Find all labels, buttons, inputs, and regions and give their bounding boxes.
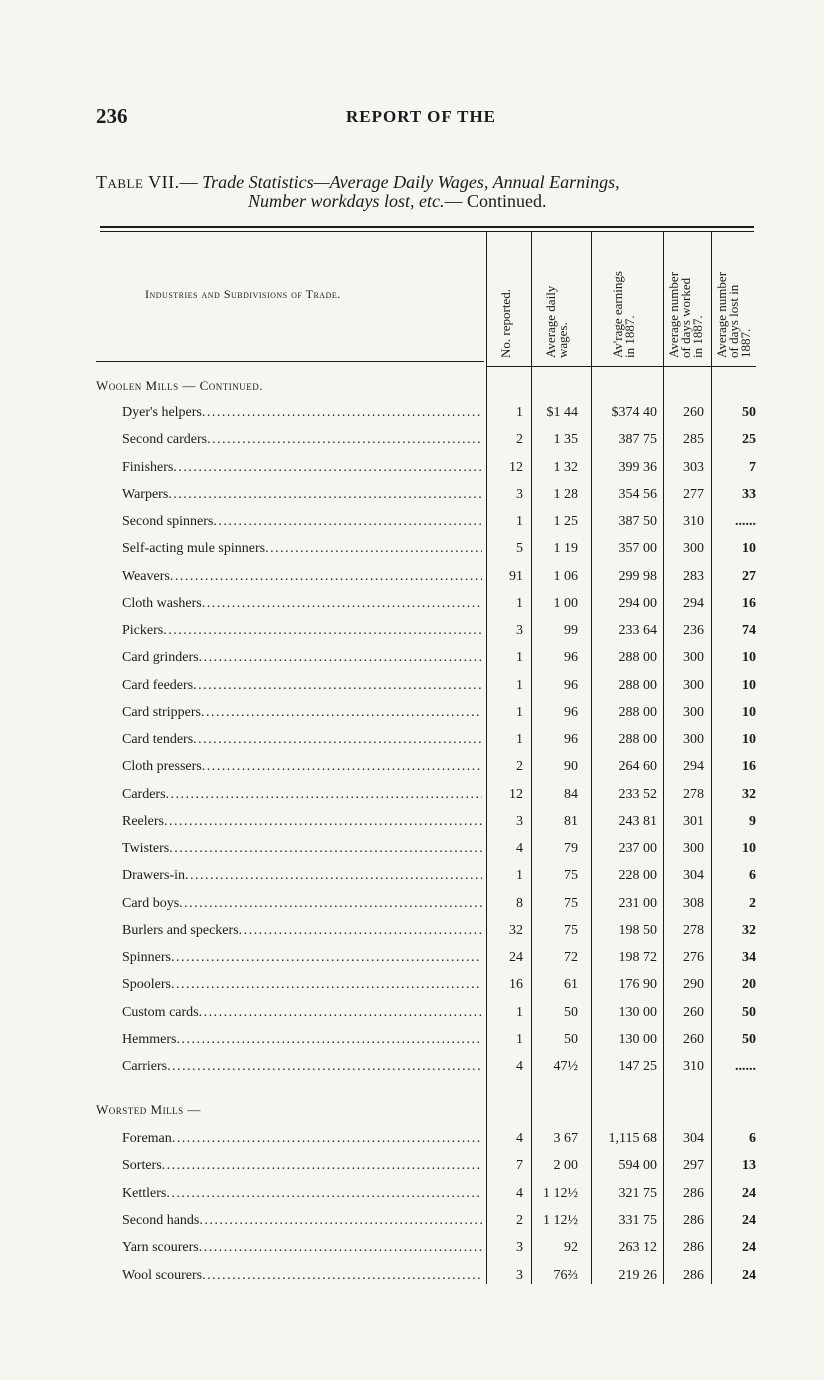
earnings-cell: 354 56 [618, 486, 657, 502]
no-reported-cell: 2 [516, 432, 523, 448]
no-reported-cell: 5 [516, 541, 523, 557]
running-head: REPORT OF THE [346, 107, 497, 126]
daily-wage-cell: 61 [564, 977, 578, 993]
trade-label [122, 432, 482, 448]
daily-wage-cell: $1 44 [546, 405, 578, 420]
days-lost-cell: ...... [735, 514, 756, 529]
earnings-cell: 357 00 [618, 541, 657, 557]
no-reported-cell: 2 [516, 759, 523, 775]
days-worked-cell: 286 [683, 1240, 704, 1256]
days-lost-cell: 27 [742, 568, 756, 584]
days-lost-cell: 50 [742, 1004, 756, 1020]
days-lost-cell: 24 [742, 1212, 756, 1228]
dot-leader [202, 596, 482, 612]
no-reported-cell: 24 [509, 950, 523, 965]
days-worked-cell: 260 [683, 1031, 704, 1047]
dot-leader [193, 732, 482, 748]
dot-leader [199, 650, 482, 666]
daily-wage-cell: 92 [564, 1240, 578, 1256]
days-lost-cell: 34 [742, 950, 756, 965]
days-worked-cell: 308 [683, 895, 704, 911]
daily-wage-cell: 75 [564, 922, 578, 938]
table-row [0, 705, 824, 732]
no-reported-cell: 1 [516, 677, 523, 693]
table-row [0, 1268, 824, 1295]
table-row [0, 487, 824, 514]
daily-wage-cell: 72 [564, 950, 578, 965]
earnings-cell: 198 50 [618, 922, 657, 938]
earnings-cell: 233 64 [618, 623, 657, 638]
table-row [0, 1005, 824, 1032]
earnings-cell: 263 12 [618, 1240, 657, 1256]
trade-name: Yarn scourers [122, 1240, 199, 1256]
trade-name: Card grinders [122, 650, 199, 666]
dot-leader [166, 1186, 482, 1202]
trade-name: Foreman [122, 1131, 172, 1146]
days-lost-cell: 13 [742, 1158, 756, 1174]
earnings-cell: 233 52 [618, 786, 657, 802]
daily-wage-cell: 1 28 [553, 486, 578, 502]
daily-wage-cell: 76⅔ [553, 1267, 578, 1283]
table-row [0, 541, 824, 568]
table-caption-line2: Number workdays lost, etc.— Continued. [248, 191, 547, 211]
days-lost-cell: 7 [749, 459, 756, 475]
top-rule-thin [100, 231, 754, 232]
table-row [0, 814, 824, 841]
daily-wage-cell: 1 25 [553, 514, 578, 529]
dot-leader [199, 1005, 482, 1021]
no-reported-cell: 12 [509, 786, 523, 802]
dot-leader [171, 950, 482, 966]
earnings-cell: 387 50 [618, 514, 657, 529]
daily-wage-cell: 1 12½ [543, 1212, 578, 1228]
no-reported-cell: 1 [516, 732, 523, 747]
days-lost-cell: 16 [742, 595, 756, 611]
table-label: Table VII. [96, 172, 180, 192]
no-reported-cell: 1 [516, 868, 523, 884]
trade-name: Card feeders [122, 677, 194, 693]
days-worked-cell: 301 [683, 813, 704, 829]
trade-name: Spoolers [122, 977, 171, 993]
days-worked-cell: 304 [683, 1131, 704, 1146]
trade-label [122, 1213, 482, 1229]
days-worked-cell: 278 [683, 922, 704, 938]
trade-label [122, 1186, 482, 1202]
earnings-cell: 264 60 [618, 759, 657, 775]
trade-label [122, 460, 482, 476]
trade-name: Sorters [122, 1158, 162, 1174]
earnings-cell: 243 81 [618, 813, 657, 829]
earnings-cell: 228 00 [618, 868, 657, 884]
table-row [0, 1059, 824, 1086]
daily-wage-cell: 96 [564, 704, 578, 720]
trade-label [122, 487, 482, 503]
trade-name: Card strippers [122, 704, 201, 720]
trade-name: Cloth washers [122, 595, 202, 611]
trade-label [122, 759, 482, 775]
no-reported-cell: 91 [509, 568, 523, 584]
dot-leader [185, 868, 482, 884]
trade-name: Kettlers [122, 1185, 167, 1201]
no-reported-cell: 3 [516, 1240, 523, 1256]
trade-name: Burlers and speckers [122, 922, 239, 938]
no-reported-cell: 3 [516, 486, 523, 502]
daily-wage-cell: 90 [564, 759, 578, 775]
trade-label [122, 868, 482, 884]
dot-leader [265, 541, 482, 557]
column-header-earnings: Av'rage earnings in 1887. [610, 271, 637, 358]
no-reported-cell: 3 [516, 813, 523, 829]
earnings-cell: 288 00 [618, 650, 657, 666]
dot-leader [193, 678, 482, 694]
trade-label [122, 596, 482, 612]
daily-wage-cell: 84 [564, 786, 578, 802]
daily-wage-cell: 99 [564, 623, 578, 638]
table-title-line2: Number workdays lost, etc. [248, 191, 445, 211]
column-header-days-lost: Average number of days lost in 1887. [714, 271, 753, 358]
table-row [0, 868, 824, 895]
no-reported-cell: 2 [516, 1212, 523, 1228]
trade-name: Second carders [122, 432, 208, 448]
trade-name: Self-acting mule spinners [122, 541, 266, 557]
trade-label [122, 732, 482, 748]
earnings-cell: 321 75 [618, 1185, 657, 1201]
dot-leader [166, 787, 482, 803]
days-lost-cell: 50 [742, 405, 756, 420]
no-reported-cell: 1 [516, 405, 523, 420]
earnings-cell: 237 00 [618, 841, 657, 856]
days-worked-cell: 294 [683, 759, 704, 775]
no-reported-cell: 3 [516, 1267, 523, 1283]
trade-label [122, 896, 482, 912]
daily-wage-cell: 1 12½ [543, 1185, 578, 1201]
table-row [0, 950, 824, 977]
trade-name: Drawers-in [122, 868, 185, 884]
days-worked-cell: 236 [683, 623, 704, 638]
table-row [0, 678, 824, 705]
trade-name: Carders [122, 786, 166, 802]
days-lost-cell: 50 [742, 1031, 756, 1047]
no-reported-cell: 1 [516, 650, 523, 666]
trade-name: Warpers [122, 486, 169, 502]
days-worked-cell: 278 [683, 786, 704, 802]
earnings-cell: 231 00 [618, 895, 657, 911]
days-worked-cell: 300 [683, 841, 704, 856]
days-lost-cell: 16 [742, 759, 756, 775]
days-lost-cell: 20 [742, 977, 756, 993]
dot-leader [170, 569, 482, 585]
trade-label [122, 678, 482, 694]
days-worked-cell: 276 [683, 950, 704, 965]
trade-name: Reelers [122, 813, 164, 829]
trade-name: Custom cards [122, 1004, 199, 1020]
days-lost-cell: 32 [742, 922, 756, 938]
dot-leader [169, 841, 482, 857]
earnings-cell: 299 98 [618, 568, 657, 584]
trade-label [122, 841, 482, 857]
days-lost-cell: 74 [742, 623, 756, 638]
days-lost-cell: ...... [735, 1059, 756, 1074]
days-worked-cell: 290 [683, 977, 704, 993]
table-row [0, 1158, 824, 1185]
earnings-cell: 294 00 [618, 595, 657, 611]
table-row [0, 1213, 824, 1240]
earnings-cell: 130 00 [618, 1031, 657, 1047]
dot-leader [167, 1059, 482, 1075]
daily-wage-cell: 96 [564, 732, 578, 747]
days-lost-cell: 10 [742, 650, 756, 666]
table-row [0, 787, 824, 814]
daily-wage-cell: 3 67 [553, 1131, 578, 1146]
daily-wage-cell: 75 [564, 868, 578, 884]
table-row [0, 596, 824, 623]
dot-leader [201, 705, 482, 721]
days-lost-cell: 6 [749, 1131, 756, 1146]
earnings-cell: 198 72 [618, 950, 657, 965]
trade-label [122, 787, 482, 803]
column-header-days-worked: Average number of days worked in 1887. [666, 271, 705, 358]
days-worked-cell: 294 [683, 595, 704, 611]
table-row [0, 569, 824, 596]
trade-name: Dyer's helpers [122, 405, 202, 420]
daily-wage-cell: 81 [564, 813, 578, 829]
dot-leader [213, 514, 482, 530]
days-worked-cell: 260 [683, 1004, 704, 1020]
no-reported-cell: 1 [516, 704, 523, 720]
trade-name: Card boys [122, 895, 180, 911]
daily-wage-cell: 75 [564, 895, 578, 911]
earnings-cell: 288 00 [618, 704, 657, 720]
daily-wage-cell: 47½ [553, 1059, 578, 1074]
table-row [0, 460, 824, 487]
days-lost-cell: 24 [742, 1267, 756, 1283]
top-double-rule [100, 226, 754, 228]
earnings-cell: 387 75 [618, 432, 657, 448]
days-lost-cell: 10 [742, 541, 756, 557]
days-lost-cell: 10 [742, 677, 756, 693]
table-row [0, 650, 824, 677]
days-lost-cell: 24 [742, 1240, 756, 1256]
header-bottom-rule [96, 361, 484, 362]
daily-wage-cell: 96 [564, 650, 578, 666]
dot-leader [179, 896, 482, 912]
trade-name: Card tenders [122, 732, 194, 747]
days-worked-cell: 286 [683, 1185, 704, 1201]
trade-label [122, 569, 482, 585]
trade-name: Carriers [122, 1059, 168, 1074]
no-reported-cell: 4 [516, 1059, 523, 1074]
no-reported-cell: 4 [516, 1131, 523, 1146]
days-lost-cell: 2 [749, 895, 756, 911]
trade-label [122, 514, 482, 530]
dot-leader [202, 1268, 482, 1284]
table-title: Trade Statistics—Average Daily Wages, Annual Earnings, [202, 172, 620, 192]
table-row [0, 623, 824, 650]
days-worked-cell: 297 [683, 1158, 704, 1174]
dot-leader [202, 405, 482, 421]
trade-label [122, 1240, 482, 1256]
trade-label [122, 1005, 482, 1021]
section-heading-worsted-mills: Worsted Mills — [96, 1102, 201, 1117]
daily-wage-cell: 1 00 [553, 595, 578, 611]
days-lost-cell: 32 [742, 786, 756, 802]
days-worked-cell: 300 [683, 732, 704, 747]
table-caption-suffix: Continued. [466, 191, 547, 211]
days-lost-cell: 10 [742, 841, 756, 856]
earnings-cell: 219 26 [618, 1267, 657, 1283]
trade-label [122, 705, 482, 721]
dot-leader [163, 623, 482, 639]
daily-wage-cell: 50 [564, 1031, 578, 1047]
dot-leader [168, 487, 482, 503]
table-row [0, 405, 824, 432]
no-reported-cell: 4 [516, 841, 523, 856]
dot-leader [207, 432, 482, 448]
no-reported-cell: 3 [516, 623, 523, 638]
trade-label [122, 950, 482, 966]
days-worked-cell: 300 [683, 677, 704, 693]
header-bottom-rule-right [486, 366, 756, 367]
daily-wage-cell: 50 [564, 1004, 578, 1020]
days-worked-cell: 300 [683, 541, 704, 557]
column-header-no-reported: No. reported. [498, 289, 513, 358]
daily-wage-cell: 2 00 [553, 1158, 578, 1174]
daily-wage-cell: 1 06 [553, 568, 578, 584]
days-lost-cell: 24 [742, 1185, 756, 1201]
dot-leader [199, 1213, 482, 1229]
earnings-cell: 1,115 68 [608, 1131, 657, 1146]
table-row [0, 1131, 824, 1158]
trade-name: Wool scourers [122, 1267, 203, 1283]
earnings-cell: $374 40 [611, 405, 657, 420]
days-worked-cell: 300 [683, 650, 704, 666]
no-reported-cell: 32 [509, 922, 523, 938]
table-row [0, 841, 824, 868]
earnings-cell: 147 25 [618, 1059, 657, 1074]
dot-leader [164, 814, 482, 830]
dot-leader [239, 923, 482, 939]
table-row [0, 759, 824, 786]
section-heading-woolen-mills: Woolen Mills — Continued. [96, 378, 263, 393]
trade-label [122, 1158, 482, 1174]
days-worked-cell: 277 [683, 486, 704, 502]
no-reported-cell: 1 [516, 1031, 523, 1047]
daily-wage-cell: 1 32 [553, 459, 578, 475]
trade-label [122, 1131, 482, 1147]
days-lost-cell: 25 [742, 432, 756, 448]
trade-label [122, 977, 482, 993]
trade-name: Spinners [122, 950, 171, 965]
table-row [0, 977, 824, 1004]
trade-label [122, 923, 482, 939]
earnings-cell: 594 00 [618, 1158, 657, 1174]
no-reported-cell: 1 [516, 1004, 523, 1020]
no-reported-cell: 12 [509, 459, 523, 475]
table-row [0, 514, 824, 541]
dot-leader [199, 1240, 482, 1256]
earnings-cell: 331 75 [618, 1212, 657, 1228]
column-header-industry: Industries and Subdivisions of Trade. [145, 287, 341, 301]
trade-label [122, 1032, 482, 1048]
daily-wage-cell: 96 [564, 677, 578, 693]
no-reported-cell: 16 [509, 977, 523, 993]
daily-wage-cell: 1 19 [553, 541, 578, 557]
dot-leader [173, 460, 482, 476]
daily-wage-cell: 79 [564, 841, 578, 856]
days-worked-cell: 286 [683, 1267, 704, 1283]
days-worked-cell: 300 [683, 704, 704, 720]
no-reported-cell: 1 [516, 595, 523, 611]
trade-label [122, 1268, 482, 1284]
daily-wage-cell: 1 35 [553, 432, 578, 448]
earnings-cell: 288 00 [618, 677, 657, 693]
days-lost-cell: 33 [742, 486, 756, 502]
trade-label [122, 650, 482, 666]
days-lost-cell: 6 [749, 868, 756, 884]
no-reported-cell: 4 [516, 1185, 523, 1201]
days-worked-cell: 303 [683, 459, 704, 475]
days-worked-cell: 285 [683, 432, 704, 448]
trade-name: Finishers [122, 459, 174, 475]
days-worked-cell: 283 [683, 568, 704, 584]
trade-name: Weavers [122, 568, 170, 584]
dot-leader [172, 1131, 482, 1147]
table-row [0, 732, 824, 759]
no-reported-cell: 1 [516, 514, 523, 529]
page-number: 236 [96, 104, 128, 128]
trade-label [122, 1059, 482, 1075]
days-worked-cell: 310 [683, 1059, 704, 1074]
trade-name: Twisters [122, 841, 170, 856]
dot-leader [176, 1032, 482, 1048]
table-row [0, 1032, 824, 1059]
earnings-cell: 399 36 [618, 459, 657, 475]
trade-label [122, 623, 482, 639]
trade-name: Second spinners [122, 514, 214, 529]
days-lost-cell: 10 [742, 732, 756, 747]
days-worked-cell: 260 [683, 405, 704, 420]
days-lost-cell: 10 [742, 704, 756, 720]
days-worked-cell: 304 [683, 868, 704, 884]
dot-leader [171, 977, 482, 993]
table-row [0, 896, 824, 923]
table-row [0, 1186, 824, 1213]
earnings-cell: 130 00 [618, 1004, 657, 1020]
dot-leader [202, 759, 482, 775]
table-row [0, 432, 824, 459]
table-row [0, 1240, 824, 1267]
days-worked-cell: 286 [683, 1212, 704, 1228]
earnings-cell: 288 00 [618, 732, 657, 747]
trade-label [122, 814, 482, 830]
table-caption: Table VII.— Trade Statistics—Average Daily Wages, Annual Earnings, [96, 172, 620, 192]
no-reported-cell: 8 [516, 895, 523, 911]
table-row [0, 923, 824, 950]
trade-name: Pickers [122, 623, 164, 638]
days-worked-cell: 310 [683, 514, 704, 529]
trade-name: Cloth pressers [122, 759, 202, 775]
days-lost-cell: 9 [749, 813, 756, 829]
dot-leader [162, 1158, 482, 1174]
no-reported-cell: 7 [516, 1158, 523, 1174]
column-header-daily-wages: Average daily wages. [543, 285, 570, 358]
trade-name: Hemmers [122, 1031, 177, 1047]
earnings-cell: 176 90 [618, 977, 657, 993]
trade-label [122, 405, 482, 421]
trade-name: Second hands [122, 1212, 200, 1228]
trade-label [122, 541, 482, 557]
